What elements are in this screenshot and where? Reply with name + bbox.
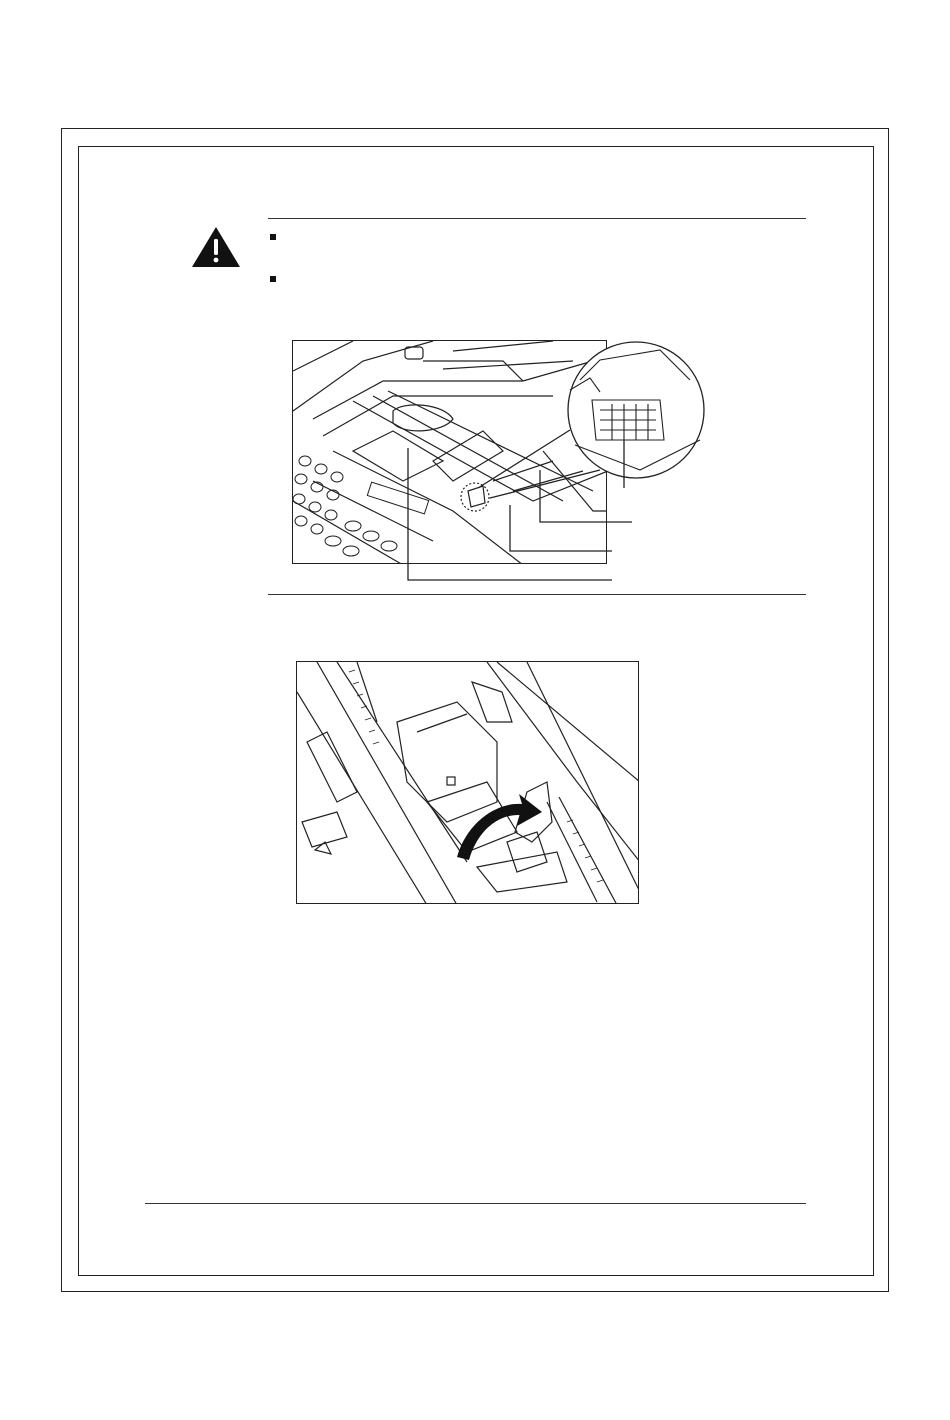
warning-triangle-icon [190, 225, 242, 269]
cartridge-lever-drawing [297, 662, 639, 904]
footer-rule [145, 1203, 806, 1204]
cartridge-lever-figure [296, 661, 639, 904]
warning-bullet-1 [270, 234, 276, 240]
warning-bullet-2 [270, 276, 276, 282]
warning-top-rule [268, 218, 806, 219]
warning-bottom-rule [268, 594, 806, 595]
printer-interior-drawing [293, 341, 607, 564]
printer-interior-figure [292, 340, 607, 564]
